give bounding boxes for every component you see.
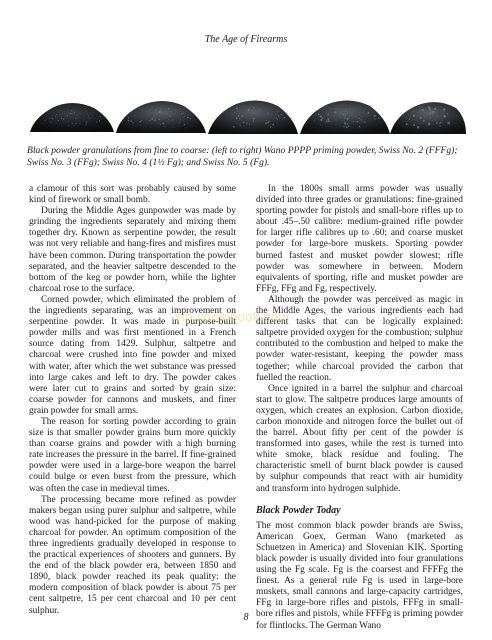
watermark: vip.coolebook.com [175,309,290,324]
photo-caption: Black powder granulations from fine to coarse: (left to right) Wano PPPP priming powder, Swiss No. 2 (FFFg); Swiss No. 3 (FFg); Swiss No. 4 (1½ Fg); and Swiss No. 5 (Fg). [27,145,458,168]
running-head: The Age of Firearms [204,34,288,45]
paragraph: a clamour of this sort was probably caused by some kind of firework or small bomb. [29,184,236,206]
paragraph: Once ignited in a barrel the sulphur and charcoal start to glow. The saltpetre produces large amounts of oxygen, which creates an explosion. Carbon dioxide, carbon monoxide and nitrogen force the bullet out of the barrel. About fifty per cent of the powder is transformed into gases, while the rest is turned into white smoke, black residue and fouling. The characteristic smell of burnt black powder is caused by sulphur compounds that react with air humidity and transform into hydrogen sulphide. [256,383,463,494]
left-column [29,184,236,617]
paragraph: The reason for sorting powder according to grain size is that smaller powder grains burn more quickly than coarse grains and powder with a high burning rate increases the pressure in the barrel. If fine-grained powder were used in a large-bore weapon the barrel could bulge or even burst from the pressure, which was often the case in medieval times. [29,416,236,494]
powder-granules-photo [24,78,466,140]
powder-pile-2 [116,101,206,133]
right-column [256,184,463,632]
paragraph: Although the powder was perceived as magic in the Middle Ages, the various ingredients each had different tasks that can be logically explained: saltpetre provided oxygen for the combustion; sulphur contributed to the combustion and helped to make the powder water-resistant, keeping the powder mass together; while charcoal provided the carbon that fuelled the reaction. [256,294,463,383]
paragraph: The processing became more refined as powder makers began using purer sulphur and saltpetre, while wood was hand-picked for the purpose of making charcoal for powder. An optimum composition of the three ingredients gradually developed in response to the practical experiences of shooters and gunners. By the end of the black powder era, between 1850 and 1890, black powder reached its peak quality: the modern composition of black powder is about 75 per cent saltpetre, 15 per cent charcoal and 10 per cent sulphur. [29,494,236,616]
powder-pile-4 [300,100,390,134]
paragraph: Corned powder, which eliminated the problem of the ingredients separating, was an improvement on serpentine powder. It was made in purpose-built powder mills and was first mentioned in a French source dating from 1429. Sulphur, saltpetre and charcoal were crushed into fine powder and mixed with water, after which the wet substance was pressed into large cakes and left to dry. The powder cakes were later cut to grains and sorted by grain size: coarse powder for cannons and muskets, and finer grain powder for small arms. [29,294,236,416]
powder-pile-1 [30,103,114,132]
paragraph: In the 1800s small arms powder was usually divided into three grades or granulations: fine-grained sporting powder for pistols and small-bore rifles up to about .45–.50 calibre: medium-grained rifle powder for larger rifle calibres up to .60; and coarse musket powder for large-bore muskets. Sporting powder burned fastest and musket powder slowest; rifle powder was somewhere in between. Modern equivalents of sporting, rifle and musket powder are FFFg, FFg and Fg, respectively. [256,184,463,294]
paragraph: The most common black powder brands are Swiss, American Goex, German Wano (marketed as Schuetzen in America) and Slovenian KIK. Sporting black powder is usually divided into four granulations using the Fg scale. Fg is the coarsest and FFFFg the finest. As a general rule Fg is used in large-bore muskets, small cannons and large-capacity cartridges, FFg in large-bore rifles and pistols, FFFg in small-bore rifles and pistols, while FFFFg is priming powder for flintlocks. The German Wano [256,520,463,631]
powder-pile-5 [390,102,466,134]
section-heading: Black Powder Today [256,504,341,516]
paragraph: During the Middle Ages gunpowder was made by grinding the ingredients separately and mixing them together dry. Known as serpentine powder, the result was not very reliable and hang-fires and misfires must have been common. During transportation the powder separated, and the heavier saltpetre descended to the bottom of the keg or powder horn, while the lighter charcoal rose to the surface. [29,206,236,294]
page-number: 8 [243,612,249,623]
